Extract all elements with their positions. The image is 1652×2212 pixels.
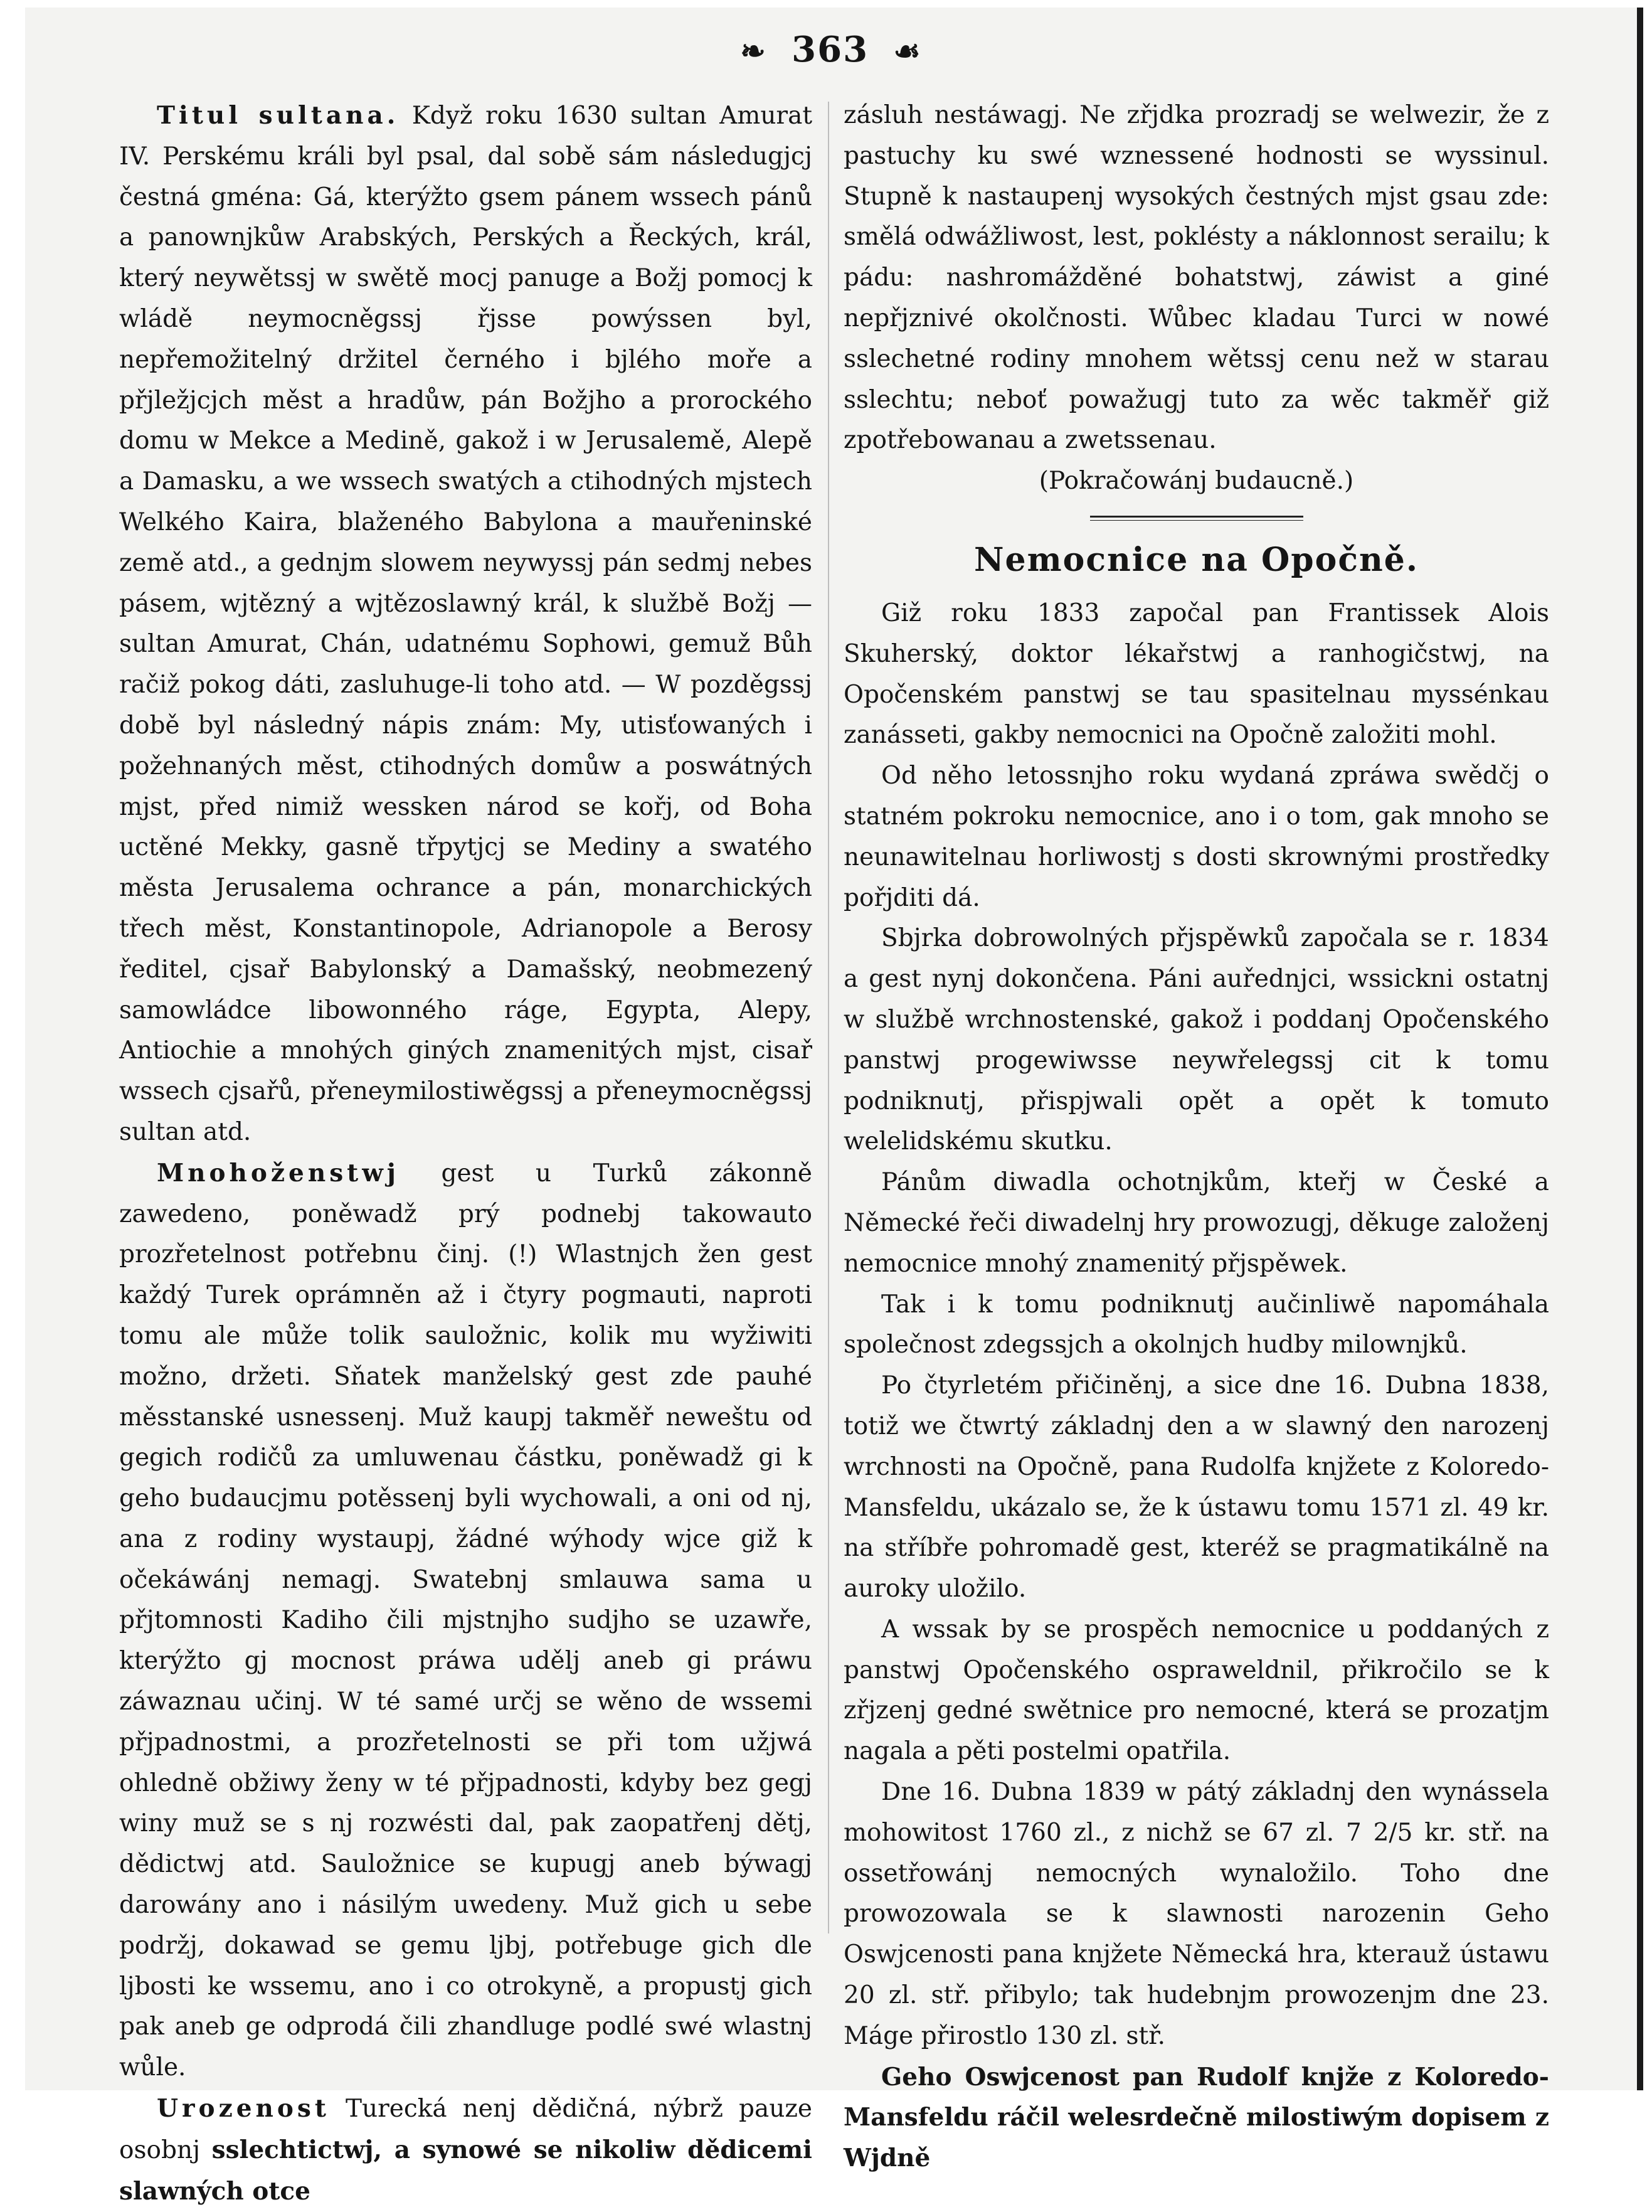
paragraph: Sbjrka dobrowolných přjspěwků započala se r. 1834 a gest nynj dokončena. Páni auřednjci, wssickni ostatnj w službě wrchnostenské, gakož i poddanj Opočenského panstwj progewiwsse neywřelegssj cit k tomu podniknutj, přispjwali opět a opět k tomuto welelidskému skutku. <box>844 924 1549 1156</box>
paragraph-sultan-title <box>119 95 812 1153</box>
ornament-right-icon: ☙ <box>893 34 922 69</box>
column-divider <box>828 102 829 1933</box>
left-column <box>119 95 812 2212</box>
to-be-continued: (Pokračowánj budaucně.) <box>1039 467 1354 496</box>
paragraph: Dne 16. Dubna 1839 w pátý základnj den wynássela mohowitost 1760 zl., z nichž se 67 zl. 7 2/5 kr. stř. na ossetřowánj nemocných wynaložilo. Toho dne prowozowala se k slawnosti narozenin Geho Oswjcenosti pana knjžete Německá hra, kterauž ústawu 20 zl. stř. přibylo; tak hudebnjm prowozenjm dne 23. Máge přirostlo 130 zl. stř. <box>844 1778 1549 2050</box>
paragraph-lead: Urozenost <box>157 2094 330 2124</box>
page-header <box>25 29 1637 70</box>
paragraph-nobility <box>119 2088 812 2212</box>
right-column <box>844 95 1549 2179</box>
paragraph-last: Geho Oswjcenost pan Rudolf knjže z Koloredo-Mansfeldu ráčil welesrdečně milostiwým dopisem z Wjdně <box>844 2062 1549 2173</box>
paragraph-body: gest u Turků zákonně zawedeno, poněwadž prý podnebj takowauto prozřetelnost potřebnu činj. (!) Wlastnjch žen gest každý Turek oprámněn až i čtyry pogmauti, naproti tomu ale může tolik sauložnic, kolik mu wyžiwiti možno, držeti. Sňatek manželský gest zde pauhé měsstanské usnessenj. Muž kaupj takměř neweštu od gegich rodičů za umluwenau částku, poněwadž gi k geho budaucjmu potěssenj byli wychowali, a oni od nj, ana z rodiny wystaupj, žádné wýhody wjce giž k očekáwánj nemagj. Swatebnj smlauwa sama u přjtomnosti Kadiho čili mjstnjho sudjho se uzawře, kterýžto gj mocnost práwa udělj aneb gi práwu záwaznau učinj. W té samé určj se wěno de wssemi přjpadnostmi, a prozřetelnosti se při tom užjwá ohledně obžiwy ženy w té přjpadnosti, kdyby bez gegj winy muž se s nj rozwésti dal, pak zaopatřenj dětj, dědictwj atd. Sauložnice se kupugj aneb býwagj darowány ano i násilým uwedeny. Muž gich u sebe podržj, dokawad se gemu ljbj, potřebuge gich dle ljbosti ke wssemu, ano i co otrokyně, a propustj gich pak aneb ge odprodá čili zhandluge podlé swé wlastnj wůle. <box>119 1159 812 2082</box>
paragraph-body: Když roku 1630 sultan Amurat IV. Perskému králi byl psal, dal sobě sám následugjcj čestná gména: Gá, kterýžto gsem pánem wssech pánů a panownjkůw Arabských, Perských a Řeckých, král, který neywětssj w swětě mocj panuge a Božj pomocj k wládě neymocněgssj řjsse powýssen byl, nepřemožitelný držitel černého i bjlého moře a přjležjcjch měst a hradůw, pán Božjho a prorockého domu w Mekce a Medině, gakož i w Jerusalemě, Alepě a Damasku, a we wssech swatých a ctihodných mjstech Welkého Kaira, blaženého Babylona a mauřeninské země atd., a gednjm slowem neywyssj pán sedmj nebes pásem, wjtězný a wjtězoslawný král, k službě Božj — sultan Amurat, Chán, udatnému Sophowi, gemuž Bůh račiž pokog dáti, zasluhuge-li toho atd. — W pozděgssj době byl následný nápis znám: My, utisťowaných i požehnaných měst, ctihodných domůw a poswátných mjst, před nimiž wessken národ se kořj, od Boha uctěné Mekky, gasně třpytjcj se Mediny a swatého města Jerusalema ochrance a pán, monarchických třech měst, Konstantinopole, Adrianopole a Berosy ředitel, cjsař Babylonský a Damašský, neobmezený samowládce libowonného ráge, Egypta, Alepy, Antiochie a mnohých giných znamenitých mjst, cisař wssech cjsařů, přeneymilostiwěgssj a přeneymocněgssj sultan atd. <box>119 102 813 1146</box>
paragraph: Po čtyrletém přičiněnj, a sice dne 16. Dubna 1838, totiž we čtwrtý základnj den a w slawný den narozenj wrchnosti na Opočně, pana Rudolfa knjžete z Koloredo-Mansfeldu, ukázalo se, že k ústawu tomu 1571 zl. 49 kr. na stříbře pohromadě gest, kteréž se pragmatikálně na aurokу uložilo. <box>844 1371 1549 1603</box>
paragraph: A wssak by se prospěch nemocnice u poddaných z panstwj Opočenského ospraweldnil, přikročilo se k zřjzenj gedné swětnice pro nemocné, která se prozatjm nagala a pěti postelmi opatřila. <box>844 1615 1549 1766</box>
paragraph-lead: Mnohoženstwj <box>157 1158 400 1188</box>
paragraph: Pánům diwadla ochotnjkům, kteřj w České a Německé řeči diwadelnj hry prowozugj, děkuge založenj nemocnice mnohý znamenitý přjspěwek. <box>844 1168 1549 1278</box>
section-title: Nemocnice na Opočně. <box>974 540 1419 579</box>
paragraph: Tak i k tomu podniknutj aučinliwě napomáhala společnost zdegssjch a okolnjch hudby milownjků. <box>844 1290 1549 1359</box>
paragraph: Od něho letossnjho roku wydaná zpráwa swědčj o statném pokroku nemocnice, ano i o tom, gak mnoho se neunawitelnau horliwostj s dosti skrownými prostředky pořjditi dá. <box>844 762 1549 912</box>
paragraph: Giž roku 1833 započal pan Frantissek Alois Skuherský, doktor lékařstwj a ranhogičstwj, na Opočenském panstwj se tau spasitelnau myssénkau zanásseti, gakby nemocnici na Opočně založiti mohl. <box>844 598 1549 750</box>
section-rule <box>1090 516 1303 521</box>
ornament-left-icon: ❧ <box>740 34 767 69</box>
paragraph-continuation: zásluh nestáwagj. Ne zřjdka prozradj se welwezir, že z pastuchy ku swé wznessené hodnosti se wyssinul. Stupně k nastaupenj wysokých čestných mjst gsau zde: smělá odwážliwost, lest, poklésty a náklonnost serailu; k pádu: nashromážděné bohatstwj, záwist a giné nepřjznivé okolčnosti. Wůbec kladau Turci w nowé sslechetné rodiny mnohem wětssj cenu než w starau sslechtu; neboť powažugj tuto za wěc takměř giž zpotřebowanau a zwetssenau. <box>844 101 1549 455</box>
newspaper-page <box>25 8 1643 2206</box>
paragraph-polygamy <box>119 1153 812 2088</box>
paragraph-tail: sslechtictwj, a synowé se nikoliw dědicemi slawných otce <box>119 2135 812 2206</box>
paragraph-lead: Titul sultana. <box>157 101 400 130</box>
page-number: 363 <box>792 29 869 70</box>
paragraph-body: Turecká nenj dědičná, nýbrž pauze osobnj <box>119 2095 812 2164</box>
